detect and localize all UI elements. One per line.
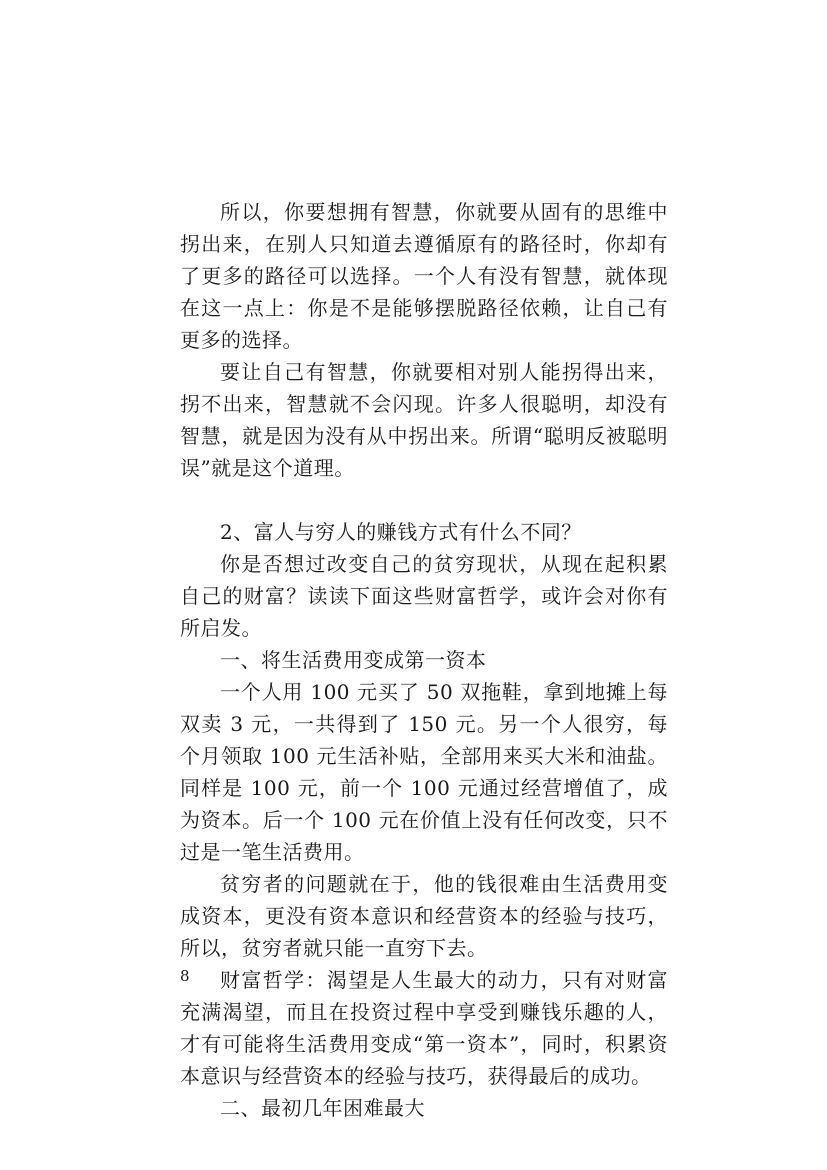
body-text xyxy=(180,196,668,1124)
section-heading: 2、富人与穷人的赚钱方式有什么不同？ xyxy=(220,520,582,544)
paragraph: 你是否想过改变自己的贫穷现状，从现在起积累自己的财富？读读下面这些财富哲学，或许会对你有所启发。 xyxy=(180,552,668,640)
paragraph: 财富哲学：渴望是人生最大的动力，只有对财富充满渴望，而且在投资过程中享受到赚钱乐趣的人，才有可能将生活费用变成“第一资本”，同时，积累资本意识与经营资本的经验与技巧，获得最后的成功。 xyxy=(180,968,668,1088)
paragraph: 所以，你要想拥有智慧，你就要从固有的思维中拐出来，在别人只知道去遵循原有的路径时，你却有了更多的路径可以选择。一个人有没有智慧，就体现在这一点上：你是不是能够摆脱路径依赖，让自己有更多的选择。 xyxy=(180,200,668,352)
paragraph: 一个人用 100 元买了 50 双拖鞋，拿到地摊上每双卖 3 元，一共得到了 150 元。另一个人很穷，每个月领取 100 元生活补贴，全部用来买大米和油盐。同样是 100 元，前一个 100 元通过经营增值了，成为资本。后一个 100 元在价值上没有任何改变，只不过是一笔生活费用。 xyxy=(180,680,668,864)
subheading: 二、最初几年困难最大 xyxy=(220,1096,425,1120)
paragraph: 要让自己有智慧，你就要相对别人能拐得出来，拐不出来，智慧就不会闪现。许多人很聪明，却没有智慧，就是因为没有从中拐出来。所谓“聪明反被聪明误”就是这个道理。 xyxy=(180,360,668,480)
paragraph-gap xyxy=(180,484,668,516)
subheading: 一、将生活费用变成第一资本 xyxy=(220,648,487,672)
page-number: 8 xyxy=(180,967,190,985)
paragraph: 贫穷者的问题就在于，他的钱很难由生活费用变成资本，更没有资本意识和经营资本的经验与技巧，所以，贫穷者就只能一直穷下去。 xyxy=(180,872,668,960)
